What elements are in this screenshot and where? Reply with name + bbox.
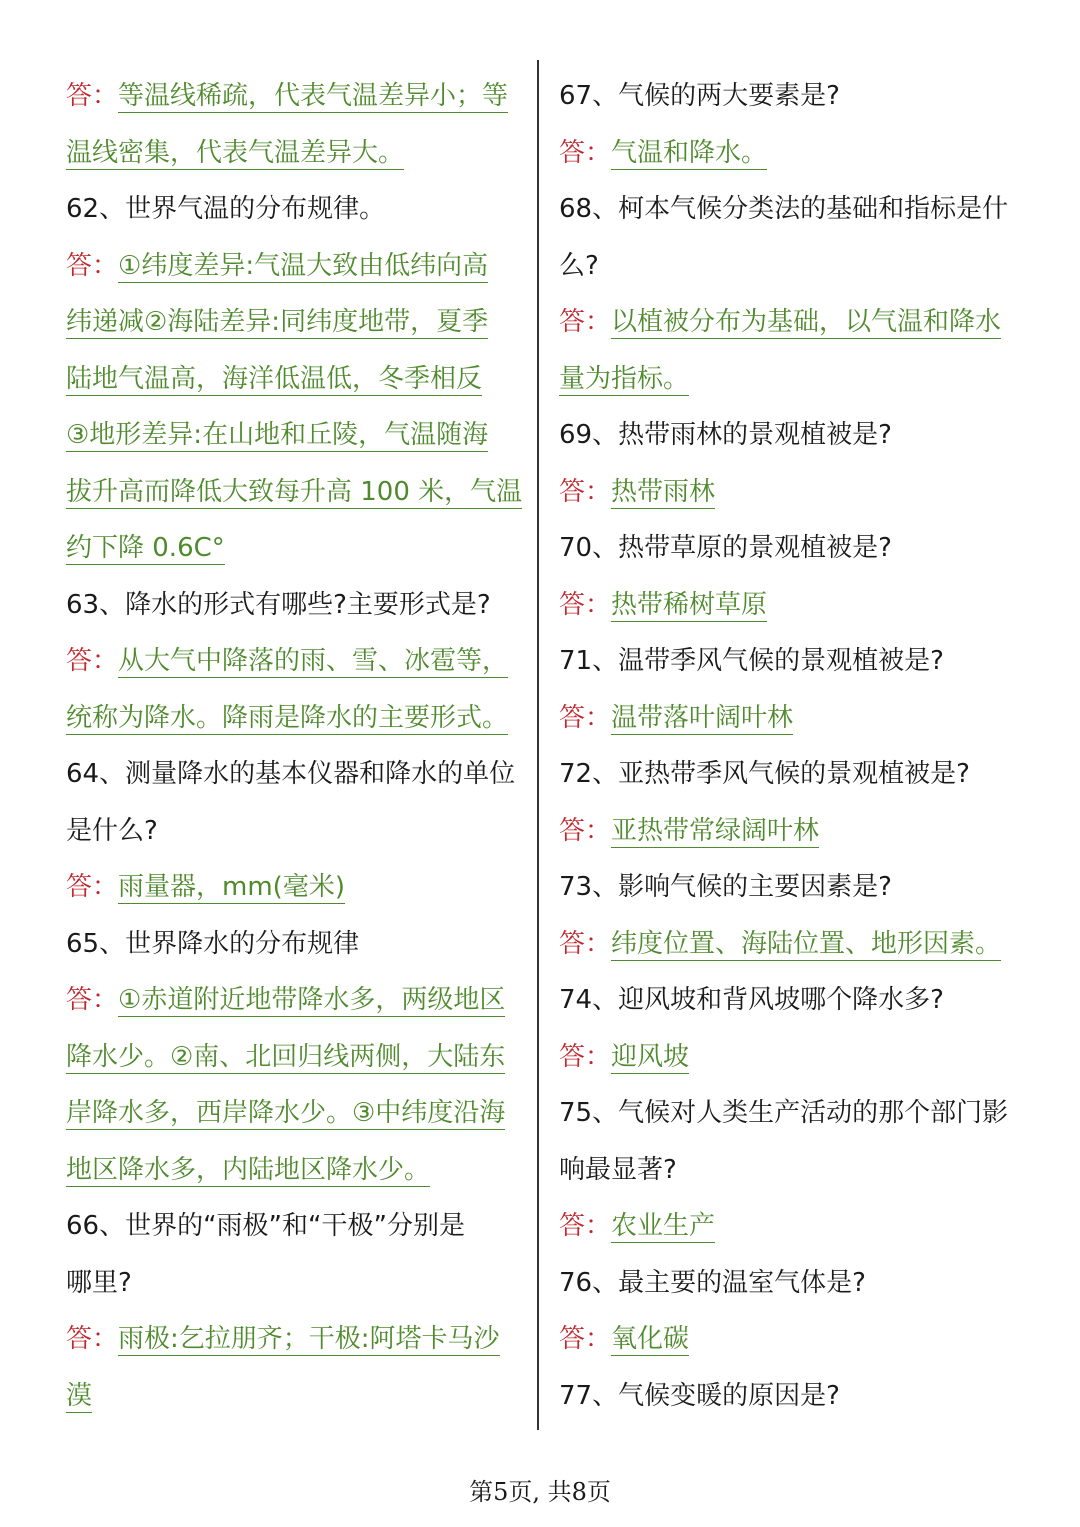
answer-text: 拔升高而降低大致每升高 100 米，气温 <box>66 476 522 507</box>
answer-line <box>66 68 522 125</box>
answer-line <box>559 1029 1017 1086</box>
question-text: 74、迎风坡和背风坡哪个降水多? <box>559 985 944 1015</box>
answer-line <box>66 1368 522 1425</box>
answer-text: 漠 <box>66 1380 93 1411</box>
answer-line <box>66 294 522 351</box>
question-text: 69、热带雨林的景观植被是? <box>559 420 892 450</box>
answer-label: 答： <box>559 476 612 507</box>
answer-line <box>66 1142 522 1199</box>
answer-text: 纬递减②海陆差异:同纬度地带，夏季 <box>66 307 489 337</box>
answer-text: 氧化碳 <box>611 1324 690 1354</box>
answer-label: 答： <box>66 81 119 111</box>
question-line <box>559 633 1017 690</box>
question-text: 71、温带季风气候的景观植被是? <box>559 646 944 676</box>
answer-text: ①赤道附近地带降水多，两级地区 <box>118 985 506 1015</box>
answer-label: 答： <box>66 872 119 902</box>
answer-line <box>66 633 522 690</box>
answer-line <box>66 859 522 916</box>
answer-line <box>559 690 1017 747</box>
question-line <box>66 577 522 634</box>
answer-label: 答： <box>559 1041 612 1072</box>
answer-text: 降水少。②南、北回归线两侧，大陆东 <box>66 1041 506 1072</box>
question-text: 哪里? <box>66 1267 132 1298</box>
answer-text: 统称为降水。降雨是降水的主要形式。 <box>66 702 509 733</box>
question-line <box>66 803 522 860</box>
answer-label: 答： <box>559 137 612 168</box>
question-line <box>559 68 1017 125</box>
answer-line <box>559 125 1017 182</box>
answer-text: 亚热带常绿阔叶林 <box>611 815 820 846</box>
question-line <box>66 1255 522 1312</box>
answer-line <box>66 520 522 577</box>
question-line <box>559 1142 1017 1199</box>
answer-line <box>559 351 1017 408</box>
answer-text: 气温和降水。 <box>611 137 768 168</box>
answer-label: 答： <box>559 702 612 733</box>
answer-label: 答： <box>66 646 119 676</box>
question-text: 62、世界气温的分布规律。 <box>66 194 386 224</box>
answer-text: 地区降水多，内陆地区降水少。 <box>66 1154 431 1185</box>
answer-text: 陆地气温高，海洋低温低，冬季相反 <box>66 363 483 394</box>
answer-text: 量为指标。 <box>559 363 690 394</box>
answer-text: 热带稀树草原 <box>611 589 768 620</box>
left-column <box>66 68 522 1424</box>
answer-line <box>66 1311 522 1368</box>
answer-text: 雨量器，mm(毫米) <box>118 872 345 902</box>
answer-line <box>559 803 1017 860</box>
question-line <box>559 1085 1017 1142</box>
answer-label: 答： <box>559 928 612 959</box>
question-line <box>559 238 1017 295</box>
answer-text: ③地形差异:在山地和丘陵，气温随海 <box>66 420 489 450</box>
answer-text: 约下降 0.6C° <box>66 533 225 563</box>
answer-text: 等温线稀疏，代表气温差异小；等 <box>118 81 509 111</box>
answer-label: 答： <box>559 815 612 846</box>
question-text: 是什么? <box>66 815 158 846</box>
question-text: 70、热带草原的景观植被是? <box>559 533 892 563</box>
answer-text: 温带落叶阔叶林 <box>611 702 794 733</box>
answer-text: 农业生产 <box>611 1211 716 1241</box>
answer-line <box>66 1029 522 1086</box>
question-line <box>559 1368 1017 1425</box>
answer-label: 答： <box>559 1324 612 1354</box>
answer-label: 答： <box>559 1211 612 1241</box>
answer-label: 答： <box>559 307 612 337</box>
question-line <box>66 181 522 238</box>
answer-line <box>559 577 1017 634</box>
answer-line <box>559 464 1017 521</box>
column-divider <box>537 60 539 1430</box>
answer-text: 温线密集，代表气温差异大。 <box>66 137 405 168</box>
right-column <box>559 68 1017 1424</box>
question-line <box>559 1255 1017 1312</box>
answer-text: 从大气中降落的雨、雪、冰雹等， <box>118 646 509 676</box>
question-text: 72、亚热带季风气候的景观植被是? <box>559 759 970 789</box>
answer-text: 纬度位置、海陆位置、地形因素。 <box>611 928 1002 959</box>
question-text: 67、气候的两大要素是? <box>559 81 840 111</box>
answer-line <box>66 238 522 295</box>
answer-text: 以植被分布为基础，以气温和降水 <box>611 307 1002 337</box>
answer-line <box>66 690 522 747</box>
question-line <box>559 407 1017 464</box>
question-text: 68、柯本气候分类法的基础和指标是什 <box>559 194 1009 224</box>
question-line <box>559 181 1017 238</box>
answer-line <box>66 125 522 182</box>
question-text: 73、影响气候的主要因素是? <box>559 872 892 902</box>
answer-text: 岸降水多，西岸降水少。③中纬度沿海 <box>66 1098 506 1128</box>
page-footer: 第5页, 共8页 <box>469 1478 611 1506</box>
answer-label: 答： <box>66 1324 119 1354</box>
question-line <box>559 859 1017 916</box>
question-text: 63、降水的形式有哪些?主要形式是? <box>66 589 491 620</box>
question-line <box>559 746 1017 803</box>
question-line <box>66 746 522 803</box>
answer-line <box>66 464 522 521</box>
question-line <box>66 916 522 973</box>
answer-line <box>66 351 522 408</box>
question-line <box>66 1198 522 1255</box>
question-text: 响最显著? <box>559 1154 677 1185</box>
answer-text: ①纬度差异:气温大致由低纬向高 <box>118 250 489 281</box>
answer-text: 雨极:乞拉朋齐；干极:阿塔卡马沙 <box>118 1324 500 1354</box>
answer-label: 答： <box>559 589 612 620</box>
answer-line <box>559 916 1017 973</box>
answer-text: 迎风坡 <box>611 1041 690 1072</box>
question-line <box>559 972 1017 1029</box>
question-text: 76、最主要的温室气体是? <box>559 1267 866 1298</box>
question-text: 么? <box>559 250 599 281</box>
question-line <box>559 520 1017 577</box>
question-text: 65、世界降水的分布规律 <box>66 928 360 959</box>
answer-text: 热带雨林 <box>611 476 716 507</box>
answer-label: 答： <box>66 250 119 281</box>
answer-label: 答： <box>66 985 119 1015</box>
answer-line <box>66 1085 522 1142</box>
answer-line <box>66 407 522 464</box>
question-text: 66、世界的“雨极”和“干极”分别是 <box>66 1211 465 1241</box>
answer-line <box>559 1198 1017 1255</box>
answer-line <box>66 972 522 1029</box>
answer-line <box>559 294 1017 351</box>
question-text: 77、气候变暖的原因是? <box>559 1380 840 1411</box>
question-text: 75、气候对人类生产活动的那个部门影 <box>559 1098 1009 1128</box>
answer-line <box>559 1311 1017 1368</box>
question-text: 64、测量降水的基本仪器和降水的单位 <box>66 759 516 789</box>
